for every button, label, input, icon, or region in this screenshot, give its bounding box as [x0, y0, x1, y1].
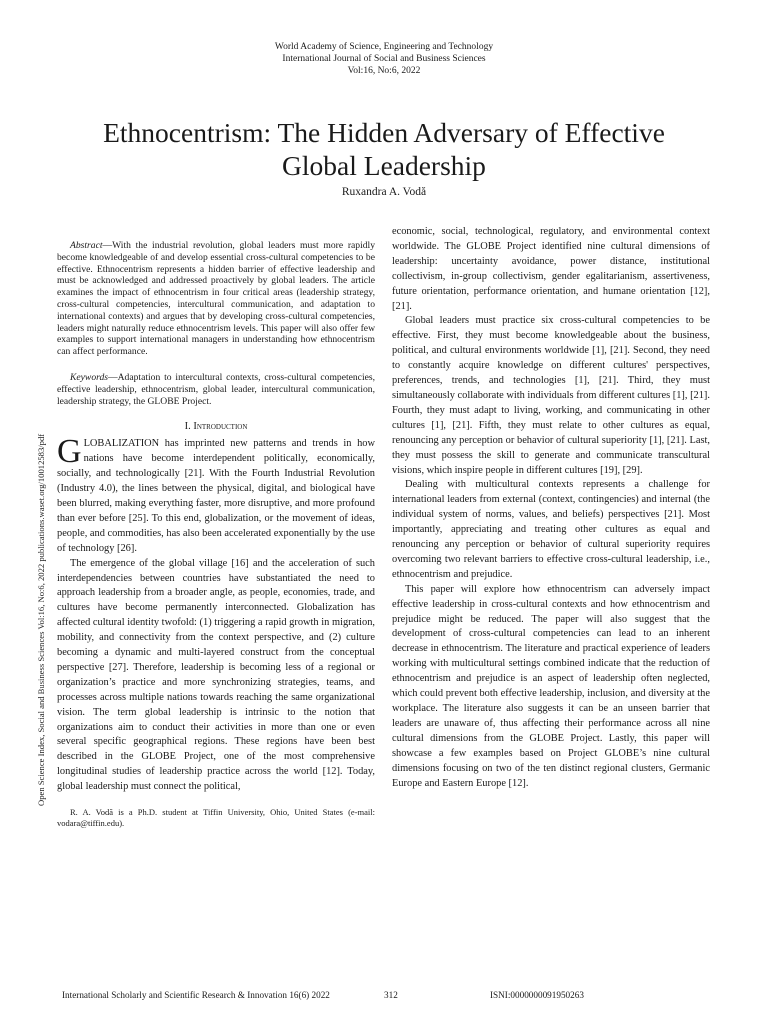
keywords — [57, 372, 375, 407]
footer-isni: ISNI:0000000091950263 — [490, 990, 584, 1000]
side-citation: Open Science Index, Social and Business Sciences Vol:16, No:6, 2022 publications.waset.org/10012583/pdf — [36, 433, 46, 806]
abstract — [57, 240, 375, 358]
drop-cap: G — [57, 433, 82, 471]
section-heading — [57, 421, 375, 432]
paper-title — [40, 116, 728, 182]
body-paragraph-1: economic, social, technological, regulatory, and environmental context worldwide. The GLOBE Project identified nine cultural dimensions of leadership: uncertainty avoidance, power distance, institutional collectivism, in-group collectivism, gender egalitarianism, assertiveness, future orientation, performance orientation, and humane orientation [12], [21]. — [392, 226, 710, 312]
header-volume: Vol:16, No:6, 2022 — [347, 66, 421, 76]
journal-header — [0, 41, 768, 77]
footer-publisher: International Scholarly and Scientific Research & Innovation 16(6) 2022 — [62, 990, 330, 1000]
intro-paragraph-1 — [57, 433, 375, 556]
section-title: Introduction — [193, 421, 248, 433]
title-line-2: Global Leadership — [282, 150, 486, 181]
body-paragraph-4: This paper will explore how ethnocentrism can adversely impact effective leadership in cross-cultural contexts and how ethnocentrism and prejudice might be reduced. The paper will also suggest that the development of cross-cultural competencies can lead to an inherent decrease in ethnocentrism. The literature and practical experience of leaders working with multicultural settings combined indicate that the reduction of ethnocentrism and prejudice is an aspect of leadership often neglected, which could prevent both effective leadership, inclusion, and diversity at the workplace. The literature also suggests it can be an unseen barrier that leaders are unaware of, thus affecting their performance across all nine cultural dimensions from the GLOBE Project. Lastly, this paper will showcase a few examples based on Project GLOBE’s nine cultural dimensions focusing on two of the ten distinct regional clusters, Germanic Europe and Eastern Europe [12]. — [392, 583, 710, 789]
right-column — [392, 225, 710, 791]
intro-paragraph-1-text: LOBALIZATION has imprinted new patterns and trends in how nations have become interdependent politically, economically, socially, and technologically [21]. With the Fourth Industrial Revolution (Industry 4.0), the lines between the physical, digital, and biological have been blurred, making everything faster, more disruptive, and more profound than ever before [25]. To this end, globalization, or the movement of ideas, people, and commodities, has also been accelerated exponentially by the use of technology [26]. — [57, 438, 375, 554]
abstract-dash: — — [102, 240, 113, 251]
keywords-dash: — — [108, 371, 118, 383]
footer-page-number: 312 — [384, 990, 398, 1000]
title-line-1: Ethnocentrism: The Hidden Adversary of Effective — [103, 117, 665, 148]
body-paragraph-2: Global leaders must practice six cross-cultural competencies to be effective. First, they must become knowledgeable about the business, political, and cultural environments worldwide [1], [21]. Second, they need to constantly acquire knowledge on different cultures' perspectives, preferences, trends, and technologies [1], [21]. Third, they must simultaneously collaborate with individuals from different cultures [1], [21]. Fourth, they must adapt to living, working, and communicating in other cultures [1], [21]. Fifth, they must relate to other cultures as equal, renouncing any perception or behavior of cultural superiority [1], [21]. Last, they must possess the skill to generate and communicate transcultural visions, which inspire people in different cultures [19], [29]. — [392, 315, 710, 476]
abstract-label: Abstract — [70, 240, 103, 251]
body-paragraph-3: Dealing with multicultural contexts represents a challenge for international leaders from external (context, contingencies) and internal (the individual system of norms, values, and beliefs) perspectives [21]. Most importantly, appreciating and treating other cultures as equal and renouncing any perception or behavior of cultural superiority requires overcoming two relevant barriers to effective cross-cultural leadership, i.e., ethnocentrism and prejudice. — [392, 479, 710, 580]
left-column — [57, 240, 375, 829]
author-name: Ruxandra A. Vodă — [341, 186, 427, 198]
abstract-text: With the industrial revolution, global leaders must more rapidly become knowledgeable of and develop essential cross-cultural competencies to be effective. Ethnocentrism represents a hidden barrier of effective leadership and must be acknowledged and addressed proactively by global leaders. The article examines the impact of ethnocentrism in four critical areas (leadership strategy, cross-cultural competencies, intercultural communication, and adaptation to international contexts) and argues that by developing cross-cultural competencies, leaders might naturally reduce ethnocentrism levels. This paper will also offer few examples to support international managers in understanding how ethnocentrism can affect performance. — [57, 240, 375, 358]
keywords-label: Keywords — [70, 371, 109, 383]
section-number: I. — [184, 421, 194, 433]
header-journal: International Journal of Social and Business Sciences — [282, 54, 486, 64]
intro-paragraph-2: The emergence of the global village [16] and the acceleration of such interdependencies between countries have substantiated the need to approach leadership from a broader angle, as people, economies, trade, and cultures have become permanently interconnected. Globalization has affected cultural identity twofold: (1) triggering a rapid growth in migration, mobility, and connectivity from the context perspective, and (2) culture becoming a dynamic and multi-layered construct from the conceptual perspective [27]. Therefore, leadership is becoming less of a regional or organization’s practice and more synchronizing strategies, teams, and processes across multiple nations towards reaching the same organizational vision. The term global leadership is intrinsic to the notion that organizations aim to conduct their activities in more than one or even several specific geographical regions. These regions have been best described in the GLOBE Project, one of the most comprehensive longitudinal studies of leadership practice across the world [12]. Today, global leadership must connect the political, — [57, 557, 375, 793]
keywords-text: Adaptation to intercultural contexts, cross-cultural competencies, effective leadership, ethnocentrism, global leader, intercultural communication, leadership strategy, the GLOBE Project. — [57, 371, 375, 407]
author-footnote: R. A. Vodă is a Ph.D. student at Tiffin University, Ohio, United States (e-mail: vodara@tiffin.edu). — [57, 807, 375, 829]
header-academy: World Academy of Science, Engineering and Technology — [274, 42, 494, 52]
